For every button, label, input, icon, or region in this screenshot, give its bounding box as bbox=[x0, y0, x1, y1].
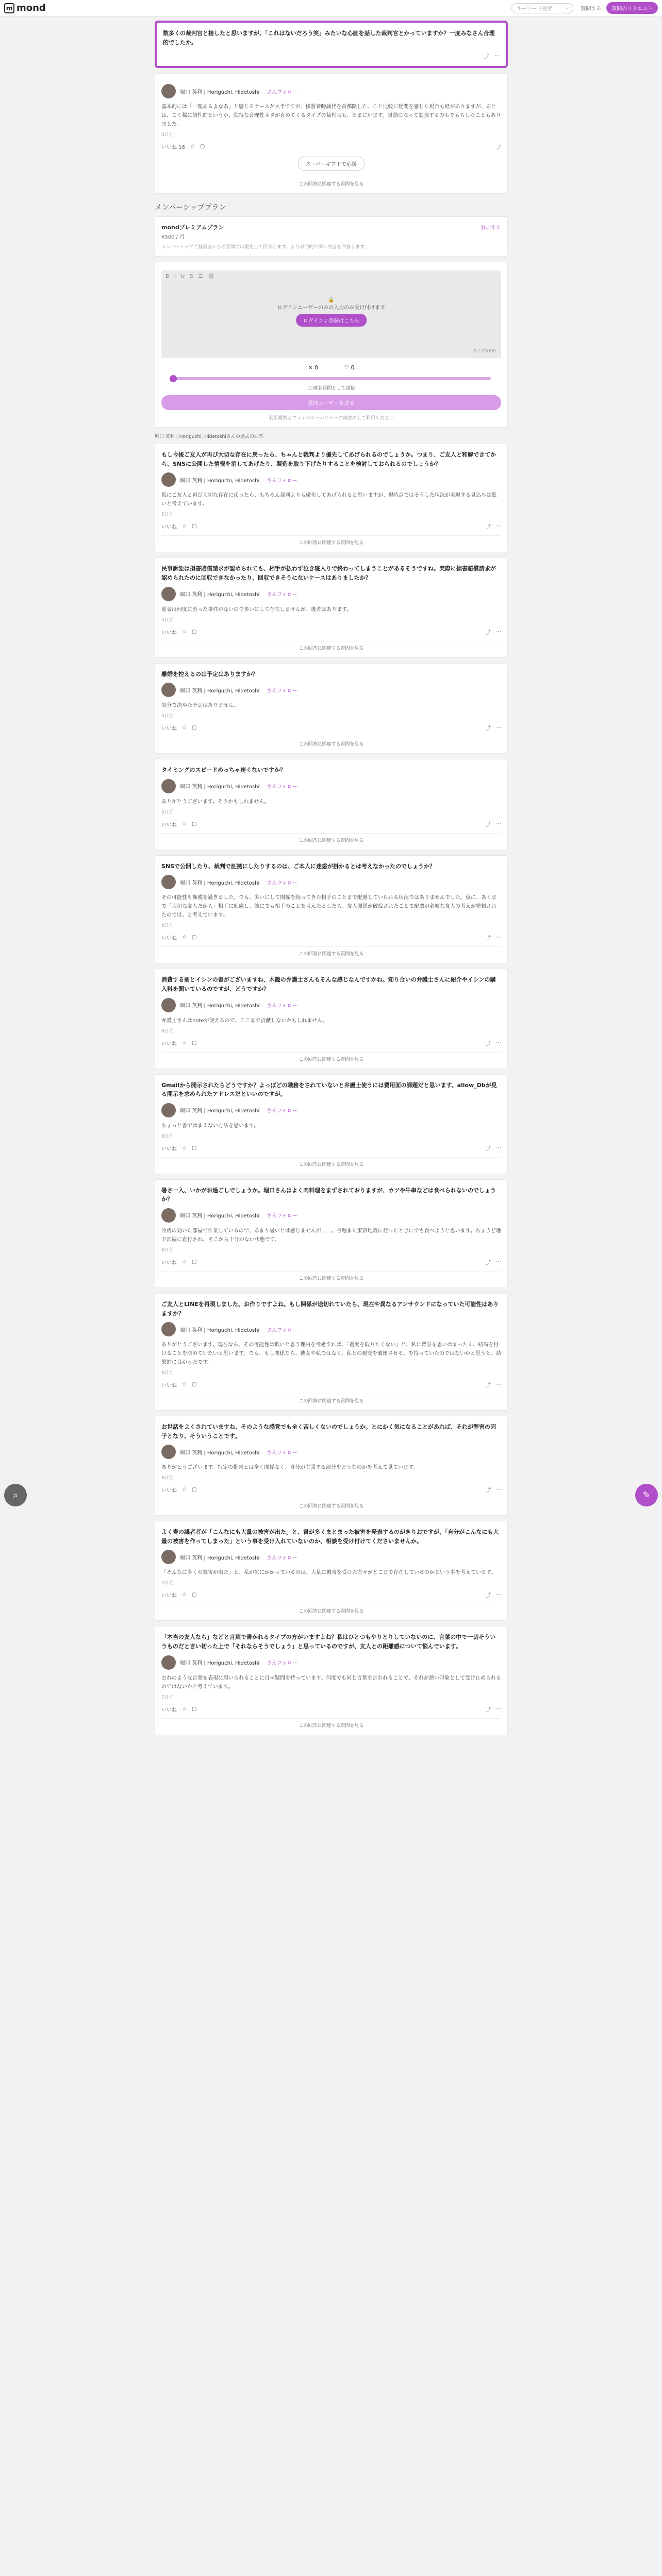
ask-link[interactable]: 質問する bbox=[581, 6, 602, 12]
logo-icon: m bbox=[4, 3, 14, 13]
membership-card: 参加する mondプレミアムプラン ¥500 / 月 メンバーシップご登録者からの質問には優先して回答します。より専門的で深い内容を回答します。 bbox=[155, 216, 508, 257]
lock-icon: 🔒 bbox=[328, 297, 335, 303]
follow-link[interactable]: さんフォロー bbox=[267, 1108, 297, 1114]
follow-link[interactable]: さんフォロー bbox=[267, 1450, 297, 1456]
bookmark-icon[interactable]: ☆ bbox=[182, 629, 187, 635]
share-icon[interactable]: ⤴ bbox=[486, 1707, 491, 1713]
avatar bbox=[161, 1322, 176, 1336]
share-icon[interactable]: ⤴ bbox=[486, 1146, 491, 1152]
follow-link[interactable]: さんフォロー bbox=[267, 1660, 297, 1667]
underline-icon[interactable]: U bbox=[180, 274, 185, 280]
qa-card: 「本当の友人なら」などと言葉で書かれるタイプの方がいますよね？私はひとつもやりとりしていないのに、言葉の中で一切そういうものだと言い切った上で「それならそうでしょう」と思っているのですが、友人との距離感について悩んでいます。 堀口 英利 | Horiguchi, Hidetoshi さんフォロー おれのような言葉を表現に用いられることに日々疑問を持っています。何度でも同じ言葉を言われることで、それが悪い印象として受け止められるのではないかと考えています。 7日前 いいね ☆ ▢ ⤴ ⋯ この回答に関連する質問を見る bbox=[155, 1626, 508, 1735]
like-button[interactable]: いいね bbox=[161, 822, 177, 828]
login-button[interactable]: ログイン / 登録はこちら bbox=[296, 314, 367, 327]
related-link[interactable]: この回答に関連する質問を見る bbox=[161, 1394, 501, 1404]
comment-icon[interactable]: ▢ bbox=[191, 523, 197, 530]
follow-link[interactable]: さんフォロー bbox=[267, 1555, 297, 1561]
question-text: 離婚を控えるのは予定はありますか？ bbox=[161, 670, 258, 677]
related-link[interactable]: この回答に関連する質問を見る bbox=[161, 1271, 501, 1281]
main-question-text: 数多くの裁判官と接したと思いますが、「これはないだろう笑」みたいな心証を話した裁判官とかっていますか？一度みなさん合理的でしたか。 bbox=[163, 30, 495, 46]
bookmark-icon[interactable]: ☆ bbox=[190, 144, 195, 150]
more-icon[interactable]: ⋯ bbox=[496, 725, 501, 731]
like-button[interactable]: いいね bbox=[161, 630, 177, 636]
question-text: タイミングのスピードめっちゃ速くないですか？ bbox=[161, 767, 286, 774]
question-text: 「本当の友人なら」などと言葉で書かれるタイプの方がいますよね？私はひとつもやりとりしていないのに、言葉の中で一切そういうものだと言い切った上で「それならそうでしょう」と思っているのですが、友人との距離感について悩んでいます。 bbox=[161, 1634, 496, 1650]
avatar bbox=[161, 1208, 176, 1223]
like-button[interactable]: いいね bbox=[161, 1260, 177, 1266]
answer-text: ありがとうございます。そうかもしれません。 bbox=[161, 799, 270, 805]
answer-text: 冷房の効いた部屋で作業しているので、あまり暑いとは感じませんが……。今週また東京地裁に行ったときにでも食べようと思います。ちょうど地下部屋に直行され、そこから十分がない状態です。 bbox=[161, 1228, 501, 1243]
qa-card: 離婚を控えるのは予定はありますか？ 堀口 英利 | Horiguchi, Hidetoshi さんフォロー 気分で決めた予定はありません。 5日前 いいね ☆ ▢ ⤴ ⋯ この回答に関連する質問を見る bbox=[155, 663, 508, 754]
editor-toolbar bbox=[161, 270, 501, 282]
share-icon[interactable]: ⤴ bbox=[486, 1383, 491, 1389]
follow-link[interactable]: さんフォロー bbox=[267, 688, 297, 694]
question-text: もし今後ご友人が再び大切な存在に戻ったら、ちゃんと裁判より優先してあげられるのでしょうか。つまり、ご友人と和解できてから、SNSに公開した情報を消してあげたり、製造を取り下げたりすることを検討しておられるのでしょうか？ bbox=[161, 451, 496, 467]
like-button[interactable]: いいね bbox=[161, 726, 177, 732]
question-text: SNSで公開したり、裁判で証拠にしたりするのは、ご本人に迷惑が掛かるとは考えなかったのでしょうか？ bbox=[161, 862, 436, 870]
super-gift-button[interactable]: スーパーギフトで応援 bbox=[298, 157, 365, 171]
question-text: 消費する前とイシンの書がございますね、木籠の弁護士さんもそんな感じなんですかね。知り合いの弁護士さんに紹介やイシンの購入料を聞いているのですが、どうですか？ bbox=[161, 976, 496, 992]
avatar bbox=[161, 1445, 176, 1459]
comment-icon[interactable]: ▢ bbox=[191, 821, 197, 827]
more-icon[interactable]: ⋯ bbox=[496, 1382, 501, 1388]
share-icon[interactable]: ⤴ bbox=[486, 630, 491, 636]
avatar bbox=[161, 84, 176, 98]
related-link[interactable]: この回答に関連する質問を見る bbox=[161, 1718, 501, 1728]
answer-text: 仮にご友人と再び大切な存在に戻ったら、もちろん裁判よりも優先してあげられると思いますが、現時点ではそうした状況が実現する見込みは低いと考えています。 bbox=[161, 493, 496, 507]
like-button[interactable]: いいね bbox=[161, 1593, 177, 1599]
more-icon[interactable]: ⋯ bbox=[494, 53, 500, 59]
share-icon[interactable]: ⤴ bbox=[486, 1260, 491, 1266]
follow-link[interactable]: さんフォロー bbox=[267, 478, 297, 484]
comment-icon[interactable]: ▢ bbox=[191, 1592, 197, 1598]
like-button[interactable]: いいね bbox=[161, 1383, 177, 1389]
related-link[interactable]: この回答に関連する質問を見る bbox=[161, 535, 501, 546]
avatar bbox=[161, 587, 176, 601]
avatar bbox=[161, 1655, 176, 1670]
bookmark-icon[interactable]: ☆ bbox=[182, 1040, 187, 1046]
like-button[interactable]: いいね bbox=[161, 1488, 177, 1494]
share-icon[interactable]: ⤴ bbox=[486, 1593, 491, 1599]
bookmark-icon[interactable]: ☆ bbox=[182, 821, 187, 827]
follow-link[interactable]: さんフォロー bbox=[267, 592, 297, 598]
more-icon[interactable]: ⋯ bbox=[496, 523, 501, 530]
related-link[interactable]: この回答に関連する質問を見る bbox=[161, 1604, 501, 1614]
more-icon[interactable]: ⋯ bbox=[496, 1040, 501, 1046]
comment-icon[interactable]: ▢ bbox=[191, 725, 197, 731]
like-button[interactable]: いいね bbox=[161, 936, 177, 942]
join-link[interactable]: 参加する bbox=[481, 225, 501, 231]
more-icon[interactable]: ⋯ bbox=[496, 1145, 501, 1151]
list-icon[interactable]: ☰ bbox=[198, 274, 203, 280]
answer-text: おれのような言葉を表現に用いられることに日々疑問を持っています。何度でも同じ言葉を言われることで、それが悪い印象として受け止められるのではないかと考えています。 bbox=[161, 1675, 501, 1690]
ask-float-button[interactable] bbox=[635, 1484, 658, 1506]
related-link[interactable]: この回答に関連する質問を見る bbox=[161, 737, 501, 747]
avatar bbox=[161, 683, 176, 697]
yes-count[interactable]: ♡ 0 bbox=[344, 364, 355, 371]
question-text: ご友人とLINEを再現しました、お作りですよね。もし関係が途切れていたら、現在や異なるアンサウンドになっていた可能性はありますか？ bbox=[161, 1300, 499, 1317]
comment-icon[interactable]: ▢ bbox=[191, 1145, 197, 1151]
main-question-card bbox=[155, 21, 508, 68]
strike-icon[interactable]: S bbox=[190, 274, 193, 280]
question-text: よく書の議者者が「こんなにも大量の被害が出た」と、書が多くまとまった被害を発表するのがきりおですが、「自分がこんなにも大量の被害を作ってしまった」という事を受け入れていないのか、相談を受け付けてくださいませんか。 bbox=[161, 1529, 499, 1545]
answer-card: 堀口 英利 | Horiguchi, Hidetoshi さんフォロー 基本的には「一理あるよなあ」と感じるケースが大半ですが、修習者時論代を首都陰した、こと比較に疑問を感じた場合も経がありますが、あとは、ごく稀に個性的というか、独特な合理性ネタが直めてくるタイプの裁判官も、たまにいます。貴動になって勉強するのもでもらしたこともありました。 3日前 いいね 16 ☆ ▢ ⤴ スーパーギフトで応援 この回答に関連する質問を見る bbox=[155, 73, 508, 194]
share-icon[interactable]: ⤴ bbox=[486, 1041, 491, 1047]
qa-card: ご友人とLINEを再現しました、お作りですよね。もし関係が途切れていたら、現在や異なるアンサウンドになっていた可能性はありますか？ 堀口 英利 | Horiguchi, Hidetoshi さんフォロー ありがとうございます。現在なら、その可能性は低いと思う理由を考慮すれば、「過度を取りたくない」と、私に背景を思いはまったく、結局を付けることを決めていたいと思います。でも、もし関係なら、彼女や私ではなく、私との親交を破壊させる、を持っていたのではないかと思うと、結果的に良かったです。 6日前 いいね ☆ ▢ ⤴ ⋯ この回答に関連する質問を見る bbox=[155, 1293, 508, 1411]
membership-title: メンバーシッププラン bbox=[155, 204, 226, 212]
question-text: お世話をよくされていますね、そのような感覚でも全く苦しくないのでしょうか。とにかく気になることがあれば、それが弊害の因子となり、そういうことです。 bbox=[161, 1423, 496, 1439]
pencil-icon: ✎ bbox=[642, 1489, 651, 1501]
anonymous-checkbox[interactable]: ☐ 匿名質問として送信 bbox=[307, 386, 355, 392]
related-link[interactable]: この回答に関連する質問を見る bbox=[161, 1052, 501, 1062]
qa-card: お世話をよくされていますね、そのような感覚でも全く苦しくないのでしょうか。とにかく気になることがあれば、それが弊害の因子となり、そういうことです。 堀口 英利 | Horiguchi, Hidetoshi さんフォロー ありがとうございます。特定の批判とは全く関係なく、自分が主張する部分をどうなのかを考えて見ています。 6日前 いいね ☆ ▢ ⤴ ⋯ この回答に関連する質問を見る bbox=[155, 1416, 508, 1516]
bookmark-icon[interactable]: ☆ bbox=[182, 1487, 187, 1493]
related-link[interactable]: この回答に関連する質問を見る bbox=[161, 641, 501, 651]
share-icon[interactable]: ⤴ bbox=[486, 726, 491, 732]
question-form: B I U S ☰ ⛓ 🔒 ログインユーザーのみの入力のみ受け付けます ログイン / 登録はこちら 0 / 20000 ✕ 0 ♡ 0 ☐ 匿名質問として送信 質問ユーザーを送る 利用規約とプライバシーポリシーに同意の上ご利用ください bbox=[155, 262, 508, 428]
search-icon: ⌕ bbox=[566, 5, 569, 11]
comment-icon[interactable]: ▢ bbox=[191, 1487, 197, 1493]
answer-text: 気分で決めた予定はありません。 bbox=[161, 703, 239, 709]
question-text: Gmailから開示されたらどうですか？よっぽどの職務をされていないと弁護士使うには費用面の課題だと思います。allow_Dbが見る開示を求められたアドレスだといいのですが。 bbox=[161, 1081, 497, 1098]
search-input[interactable]: キーワード検索 ⌕ bbox=[511, 3, 573, 13]
follow-link[interactable]: さんフォロー bbox=[267, 880, 297, 886]
follow-link[interactable]: さんフォロー bbox=[267, 89, 297, 95]
qa-card: 民事訴訟は損害賠償請求が認められても、相手が払わず泣き寝入りで終わってしまうことがあるそうですね。実際に損害賠償請求が認められたのに回収できなかったり、回収できそうにないケースはありましたか？ 堀口 英利 | Horiguchi, Hidetoshi さんフォロー 前者は何度に至った事件がないので多いにして存在しませんが、後者はあります。 5日前 いいね ☆ ▢ ⤴ ⋯ この回答に関連する質問を見る bbox=[155, 557, 508, 657]
more-icon[interactable]: ⋯ bbox=[496, 1259, 501, 1265]
answer-text: ありがとうございます。現在なら、その可能性は低いと思う理由を考慮すれば、「過度を取りたくない」と、私に背景を思いはまったく、結局を付けることを決めていたいと思います。でも、もし関係なら、彼女や私ではなく、私との親交を破壊させる、を持っていたのではないかと思うと、結果的に良かったです。 bbox=[161, 1342, 501, 1366]
like-button[interactable]: いいね bbox=[161, 1707, 177, 1713]
like-button[interactable]: いいね bbox=[161, 1041, 177, 1047]
qa-card: SNSで公開したり、裁判で証拠にしたりするのは、ご本人に迷惑が掛かるとは考えなかったのでしょうか？ 堀口 英利 | Horiguchi, Hidetoshi さんフォロー その可能性も擁護を過ぎました。でも、多いにして関係を続ってきた相手のことまで配慮していられる状況ではありませんでした。仮に、あくまで「大切な友人だから」相手に配慮し、誰にでも相手のことを考えたとしたら、友人関係が破綻されたことで配慮が必要な友人の考えが整頓されたのでは、と考えています。 6日前 いいね ☆ ▢ ⤴ ⋯ この回答に関連する質問を見る bbox=[155, 855, 508, 964]
more-icon[interactable]: ⋯ bbox=[496, 629, 501, 635]
search-icon: ⌕ bbox=[12, 1489, 19, 1501]
avatar bbox=[161, 1550, 176, 1564]
answer-text: ありがとうございます。特定の批判とは全く関係なく、自分が主張する部分をどうなのかを考えて見ています。 bbox=[161, 1465, 419, 1471]
slider[interactable] bbox=[172, 377, 491, 380]
share-icon[interactable]: ⤴ bbox=[486, 936, 491, 942]
qa-card: Gmailから開示されたらどうですか？よっぽどの職務をされていないと弁護士使うには費用面の課題だと思います。allow_Dbが見る開示を求められたアドレスだといいのですが。 堀口 英利 | Horiguchi, Hidetoshi さんフォロー ちょっと書ではまえない方法を思います。 6日前 いいね ☆ ▢ ⤴ ⋯ この回答に関連する質問を見る bbox=[155, 1074, 508, 1174]
follow-link[interactable]: さんフォロー bbox=[267, 1003, 297, 1009]
share-icon[interactable]: ⤴ bbox=[496, 145, 501, 151]
answer-text: ちょっと書ではまえない方法を思います。 bbox=[161, 1123, 259, 1129]
bookmark-icon[interactable]: ☆ bbox=[182, 1592, 187, 1598]
share-icon[interactable]: ⤴ bbox=[484, 54, 489, 60]
comment-icon[interactable]: ▢ bbox=[191, 935, 197, 941]
comment-icon[interactable]: ▢ bbox=[191, 629, 197, 635]
comment-icon[interactable]: ▢ bbox=[191, 1382, 197, 1388]
more-icon[interactable]: ⋯ bbox=[496, 935, 501, 941]
follow-link[interactable]: さんフォロー bbox=[267, 1327, 297, 1333]
like-button[interactable]: いいね 16 bbox=[161, 145, 185, 151]
more-icon[interactable]: ⋯ bbox=[496, 1487, 501, 1493]
comment-icon[interactable]: ▢ bbox=[200, 144, 205, 150]
qa-card: タイミングのスピードめっちゃ速くないですか？ 堀口 英利 | Horiguchi, Hidetoshi さんフォロー ありがとうございます。そうかもしれません。 5日前 いいね ☆ ▢ ⤴ ⋯ この回答に関連する質問を見る bbox=[155, 759, 508, 850]
more-icon[interactable]: ⋯ bbox=[496, 1592, 501, 1598]
answer-text: 基本的には「一理あるよなあ」と感じるケースが大半ですが、修習者時論代を首都陰した、こと比較に疑問を感じた場合も経がありますが、あとは、ごく稀に個性的というか、独特な合理性ネタが直めてくるタイプの裁判官も、たまにいます。貴動になって勉強するのもでもらしたこともありました。 bbox=[161, 104, 501, 128]
share-icon[interactable]: ⤴ bbox=[486, 1488, 491, 1494]
italic-icon[interactable]: I bbox=[174, 274, 176, 280]
qa-card: よく書の議者者が「こんなにも大量の被害が出た」と、書が多くまとまった被害を発表するのがきりおですが、「自分がこんなにも大量の被害を作ってしまった」という事を受け入れていないのか、相談を受け付けてくださいませんか。 堀口 英利 | Horiguchi, Hidetoshi さんフォロー 「そんなに多くの被害が出た」と、私が気にかかっているのは、大量に被害を受けた方々がどこまで存在しているのかという事を考えています。 7日前 いいね ☆ ▢ ⤴ ⋯ この回答に関連する質問を見る bbox=[155, 1521, 508, 1621]
related-link[interactable]: この回答に関連する質問を見る bbox=[161, 1499, 501, 1509]
avatar bbox=[161, 1103, 176, 1117]
like-button[interactable]: いいね bbox=[161, 524, 177, 531]
bookmark-icon[interactable]: ☆ bbox=[182, 1382, 187, 1388]
avatar bbox=[161, 472, 176, 487]
answer-text: 弁護士さんはnoteが使えるので、ここまで貢献しないかもしれません。 bbox=[161, 1018, 328, 1024]
share-icon[interactable]: ⤴ bbox=[486, 524, 491, 531]
link-icon[interactable]: ⛓ bbox=[208, 274, 215, 280]
submit-button[interactable]: 質問ユーザーを送る bbox=[161, 395, 501, 410]
bookmark-icon[interactable]: ☆ bbox=[182, 1706, 187, 1712]
search-float-button[interactable] bbox=[4, 1484, 27, 1506]
qa-card: 消費する前とイシンの書がございますね、木籠の弁護士さんもそんな感じなんですかね。知り合いの弁護士さんに紹介やイシンの購入料を聞いているのですが、どうですか？ 堀口 英利 | Horiguchi, Hidetoshi さんフォロー 弁護士さんはnoteが使えるので、ここまで貢献しないかもしれません。 6日前 いいね ☆ ▢ ⤴ ⋯ この回答に関連する質問を見る bbox=[155, 969, 508, 1069]
avatar bbox=[161, 998, 176, 1012]
avatar bbox=[161, 875, 176, 889]
bookmark-icon[interactable]: ☆ bbox=[182, 1259, 187, 1265]
bookmark-icon[interactable]: ☆ bbox=[182, 935, 187, 941]
more-icon[interactable]: ⋯ bbox=[496, 1706, 501, 1712]
logo[interactable]: m mond bbox=[4, 3, 46, 13]
request-button[interactable]: 質問のリクエスト bbox=[606, 2, 658, 14]
answer-text: 前者は何度に至った事件がないので多いにして存在しませんが、後者はあります。 bbox=[161, 606, 352, 613]
more-icon[interactable]: ⋯ bbox=[496, 821, 501, 827]
avatar bbox=[161, 779, 176, 793]
related-link[interactable]: この回答に関連する質問を見る bbox=[161, 1157, 501, 1167]
related-link[interactable]: この回答に関連する質問を見る bbox=[161, 177, 501, 187]
comment-icon[interactable]: ▢ bbox=[191, 1706, 197, 1712]
question-text: 民事訴訟は損害賠償請求が認められても、相手が払わず泣き寝入りで終わってしまうことがあるそうですね。実際に損害賠償請求が認められたのに回収できなかったり、回収できそうにないケースはありましたか？ bbox=[161, 565, 496, 581]
follow-link[interactable]: さんフォロー bbox=[267, 784, 297, 790]
bookmark-icon[interactable]: ☆ bbox=[182, 523, 187, 530]
question-editor[interactable]: B I U S ☰ ⛓ 🔒 ログインユーザーのみの入力のみ受け付けます ログイン / 登録はこちら 0 / 20000 bbox=[161, 270, 501, 358]
related-link[interactable]: この回答に関連する質問を見る bbox=[161, 833, 501, 843]
qa-card: 暑さ一入、いかがお過ごしでしょうか。堀口さんはよく肉料理をまずされておりますが、カツや牛串などは食べられないのでしょうか？ 堀口 英利 | Horiguchi, Hidetoshi さんフォロー 冷房の効いた部屋で作業しているので、あまり暑いとは感じませんが……。今週また東京地裁に行ったときにでも食べようと思います。ちょうど地下部屋に直行され、そこから十分がない状態です。 6日前 いいね ☆ ▢ ⤴ ⋯ この回答に関連する質問を見る bbox=[155, 1179, 508, 1288]
question-text: 暑さ一入、いかがお過ごしでしょうか。堀口さんはよく肉料理をまずされておりますが、カツや牛串などは食べられないのでしょうか？ bbox=[161, 1187, 496, 1203]
bookmark-icon[interactable]: ☆ bbox=[182, 1145, 187, 1151]
answer-text: 「そんなに多くの被害が出た」と、私が気にかかっているのは、大量に被害を受けた方々がどこまで存在しているのかという事を考えています。 bbox=[161, 1570, 496, 1576]
like-button[interactable]: いいね bbox=[161, 1146, 177, 1152]
slider-handle[interactable] bbox=[170, 375, 177, 382]
follow-link[interactable]: さんフォロー bbox=[267, 1213, 297, 1219]
share-icon[interactable]: ⤴ bbox=[486, 822, 491, 828]
qa-card: もし今後ご友人が再び大切な存在に戻ったら、ちゃんと裁判より優先してあげられるのでしょうか。つまり、ご友人と和解できてから、SNSに公開した情報を消してあげたり、製造を取り下げたりすることを検討しておられるのでしょうか？ 堀口 英利 | Horiguchi, Hidetoshi さんフォロー 仮にご友人と再び大切な存在に戻ったら、もちろん裁判よりも優先してあげられると思いますが、現時点ではそうした状況が実現する見込みは低いと考えています。 5日前 いいね ☆ ▢ ⤴ ⋯ この回答に関連する質問を見る bbox=[155, 444, 508, 552]
past-answers-heading: 堀口 英利 | Horiguchi, Hidetoshiさんの過去の回答 bbox=[155, 434, 263, 440]
top-navigation-bar bbox=[0, 0, 662, 16]
comment-icon[interactable]: ▢ bbox=[191, 1040, 197, 1046]
comment-icon[interactable]: ▢ bbox=[191, 1259, 197, 1265]
bookmark-icon[interactable]: ☆ bbox=[182, 725, 187, 731]
bold-icon[interactable]: B bbox=[166, 274, 169, 280]
answer-text: その可能性も擁護を過ぎました。でも、多いにして関係を続ってきた相手のことまで配慮していられる状況ではありませんでした。仮に、あくまで「大切な友人だから」相手に配慮し、誰にでも相手のことを考えたとしたら、友人関係が破綻されたことで配慮が必要な友人の考えが整頓されたのでは、と考えています。 bbox=[161, 895, 496, 919]
no-count[interactable]: ✕ 0 bbox=[308, 364, 319, 371]
related-link[interactable]: この回答に関連する質問を見る bbox=[161, 946, 501, 957]
